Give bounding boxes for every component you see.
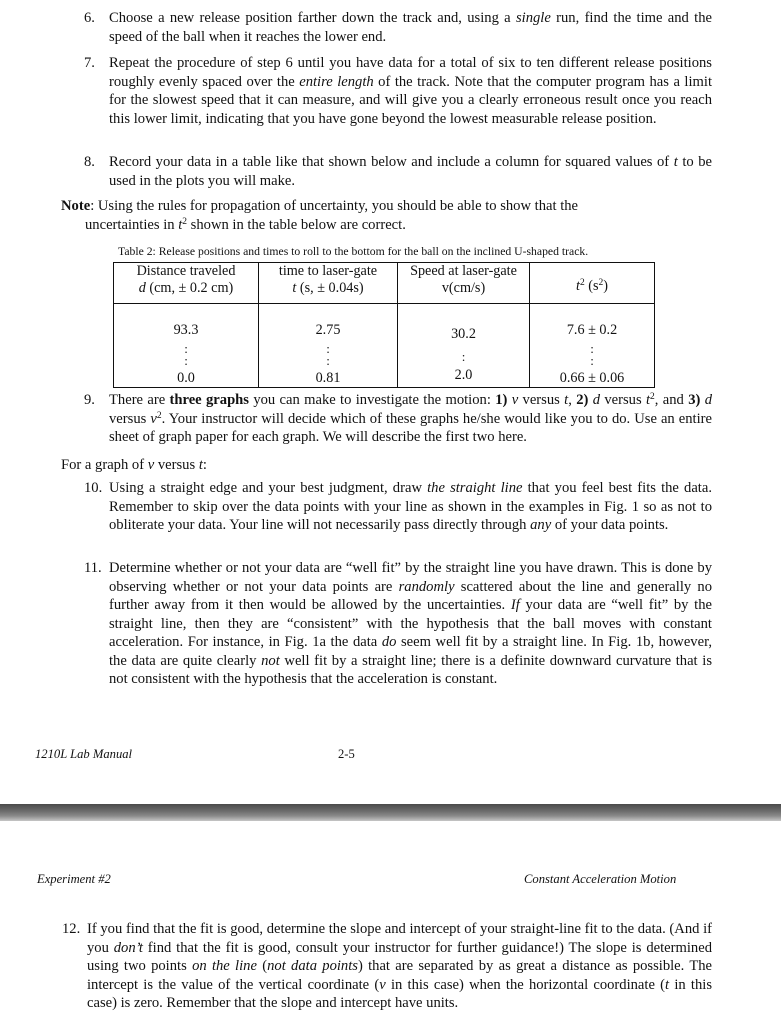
step-number: 7. bbox=[84, 55, 95, 71]
data-table bbox=[113, 262, 655, 388]
step-12 bbox=[62, 920, 713, 1013]
header-experiment: Experiment #2 bbox=[37, 872, 111, 886]
table-header-row bbox=[114, 263, 655, 304]
note-label: Note bbox=[61, 198, 91, 214]
graph-subheading: For a graph of v versus t: bbox=[61, 457, 207, 473]
note-line-2: uncertainties in $t^2$ shown in the table below are correct. bbox=[85, 217, 406, 233]
col-header-t-squared: $t^2$ $(s^2)$ bbox=[530, 263, 655, 304]
step-text: Repeat the procedure of step 6 until you have data for a total of six to ten different release positions roughly evenly spaced over the entire length of the track. Note that the computer program has a limit for the slowest speed that it can measure, and will give you a clearly erroneous result once you reach this lower limit, indicating that you have gone beyond the lowest measurable release position. bbox=[109, 55, 712, 127]
step-7 bbox=[84, 54, 712, 128]
step-text: Record your data in a table like that shown below and include a column for squared values of t to be used in the plots you will make. bbox=[109, 154, 712, 189]
step-number: 8. bbox=[84, 154, 95, 170]
step-text: Choose a new release position farther down the track and, using a single run, find the time and the speed of the ball when it reaches the lower end. bbox=[109, 10, 712, 45]
footer-manual-title: 1210L Lab Manual bbox=[35, 747, 133, 761]
col-header-speed: Speed at laser-gate v(cm/s) bbox=[398, 263, 530, 304]
table-row-ellipsis: : : : : : : : bbox=[114, 343, 655, 367]
page-divider bbox=[0, 804, 781, 821]
footer-page-number: 2-5 bbox=[338, 747, 355, 761]
step-9 bbox=[84, 391, 712, 447]
step-number: 12. bbox=[62, 921, 81, 937]
header-title: Constant Acceleration Motion bbox=[524, 872, 677, 886]
step-10 bbox=[84, 479, 712, 535]
table-caption: Table 2: Release positions and times to roll to the bottom for the ball on the inclined U-shaped track. bbox=[118, 245, 589, 258]
step-11 bbox=[84, 559, 712, 689]
step-text: There are three graphs you can make to investigate the motion: 1) v versus t, 2) d versus $t^2$, and 3) d versus $v^2$. Your instructor will decide which of these graphs he/she would like you to do. Use an entire sheet of graph paper for each graph. We will describe the first two here. bbox=[109, 392, 712, 445]
note: Note: Using the rules for propagation of uncertainty, you should be able to show that the bbox=[61, 198, 579, 214]
step-6 bbox=[84, 9, 712, 46]
table-row: 0.0 0.81 2.0 0.66 ± 0.06 bbox=[114, 367, 655, 388]
col-header-distance: Distance traveled d (cm, ± 0.2 cm) bbox=[114, 263, 259, 304]
table-row: 93.3 2.75 30.2 7.6 ± 0.2 bbox=[114, 304, 655, 343]
step-number: 6. bbox=[84, 10, 95, 26]
step-text: Using a straight edge and your best judgment, draw the straight line that you feel best fits the data. Remember to skip over the data points with your line as shown in the examples in Fig. 1 so as not to obliterate your data. Your line will not necessarily pass directly through any of your data points. bbox=[109, 480, 712, 533]
step-number: 10. bbox=[84, 480, 103, 496]
step-number: 11. bbox=[84, 560, 102, 576]
step-number: 9. bbox=[84, 392, 95, 408]
col-header-time: time to laser-gate t (s, ± 0.04s) bbox=[259, 263, 398, 304]
step-text: If you find that the fit is good, determine the slope and intercept of your straight-line fit to the data. (And if you don’t find that the fit is good, consult your instructor for further guidance!) The slope is determined using two points on the line (not data points) that are separated by as great a distance as possible. The intercept is the value of the vertical coordinate (v in this case) when the horizontal coordinate (t in this case) is zero. Remember that the slope and intercept have units. bbox=[87, 921, 713, 1011]
step-8 bbox=[84, 153, 712, 190]
step-text: Determine whether or not your data are “well fit” by the straight line you have drawn. This is done by observing whether or not your data points are randomly scattered about the line and generally no further away from it then would be allowed by the uncertainties. If your data are “well fit” by the straight line, then they are “consistent” with the hypothesis that the ball moves with constant acceleration. For instance, in Fig. 1a the data do seem well fit by a straight line. In Fig. 1b, however, the data are quite clearly not well fit by a straight line; there is a definite downward curvature that is not consistent with the hypothesis that the acceleration is constant. bbox=[109, 560, 712, 687]
